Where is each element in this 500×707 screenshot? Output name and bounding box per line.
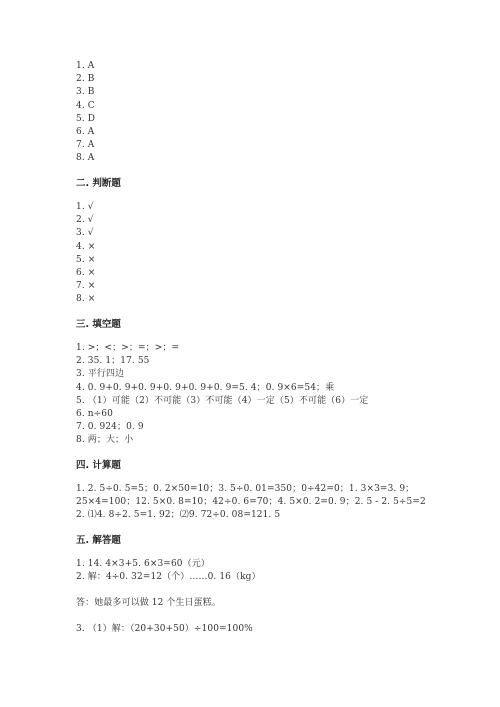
answer-line: 3. （1）解：（20+30+50）÷100=100%: [76, 624, 253, 634]
answer-line: 8. A: [76, 153, 95, 164]
answer-line: 6. A: [76, 127, 95, 138]
section-heading-fill-blank: 三. 填空题: [76, 319, 121, 330]
answer-line: 8. ×: [76, 294, 96, 305]
fill-blank-answer-list: [76, 342, 436, 448]
answer-line: 7. ×: [76, 281, 96, 292]
answer-line: 2. √: [76, 215, 94, 226]
answer-line: 25×4=100；12. 5×0. 8=10；42÷0. 6=70；4. 5×0. 2=0. 9；2. 5 - 2. 5÷5=2: [76, 497, 426, 508]
answer-line: 5. （1）可能（2）不可能（3）不可能（4）一定（5）不可能（6）一定: [76, 395, 369, 406]
answer-line: 7. A: [76, 140, 95, 151]
answer-line: 3. 平行四边: [76, 369, 125, 380]
answer-line: 5. D: [76, 113, 96, 124]
answer-line: 5. ×: [76, 254, 96, 265]
answer-line: 1. 2. 5÷0. 5=5；0. 2×50=10；3. 5÷0. 01=350；0÷42=0；1. 3×3=3. 9；: [76, 484, 415, 494]
answer-line: 4. 0. 9+0. 9+0. 9+0. 9+0. 9+0. 9=5. 4；0. 9×6=54；乘: [76, 382, 335, 393]
answer-sentence: 答：她最多可以做 12 个生日蛋糕。: [76, 598, 221, 608]
section-heading-judgement: 二. 判断题: [76, 178, 121, 189]
answer-line: 6. n÷60: [76, 409, 113, 420]
answer-line: 2. 解：4÷0. 32=12（个）……0. 16（kg）: [76, 572, 261, 583]
answer-line: 4. C: [76, 100, 95, 111]
word-problem-answer-list: [76, 558, 436, 584]
answer-line: 2. 35. 1；17. 55: [76, 356, 150, 367]
answer-line: 2. B: [76, 74, 95, 85]
choice-answer-list: [76, 60, 436, 166]
answer-line: 6. ×: [76, 268, 96, 279]
answer-line: 1. A: [76, 61, 95, 71]
answer-line: 1. >；<；>；=；>；=: [76, 343, 180, 353]
answer-line: 3. √: [76, 228, 94, 239]
calculation-answer-list: [76, 483, 456, 523]
answer-line: 1. 14. 4×3+5. 6×3=60（元）: [76, 559, 210, 569]
answer-line: 2. ⑴4. 8÷2. 5=1. 92；⑵9. 72÷0. 08=121. 5: [76, 510, 281, 521]
answer-line: 8. 两；大；小: [76, 435, 134, 446]
section-heading-word-problems: 五. 解答题: [76, 535, 121, 546]
answer-line: 7. 0. 924；0. 9: [76, 422, 144, 433]
answer-line: 1. √: [76, 202, 94, 212]
judgement-answer-list: [76, 201, 436, 307]
answer-line: 3. B: [76, 87, 95, 98]
answer-line: 4. ×: [76, 241, 96, 252]
section-heading-calculation: 四. 计算题: [76, 460, 121, 471]
